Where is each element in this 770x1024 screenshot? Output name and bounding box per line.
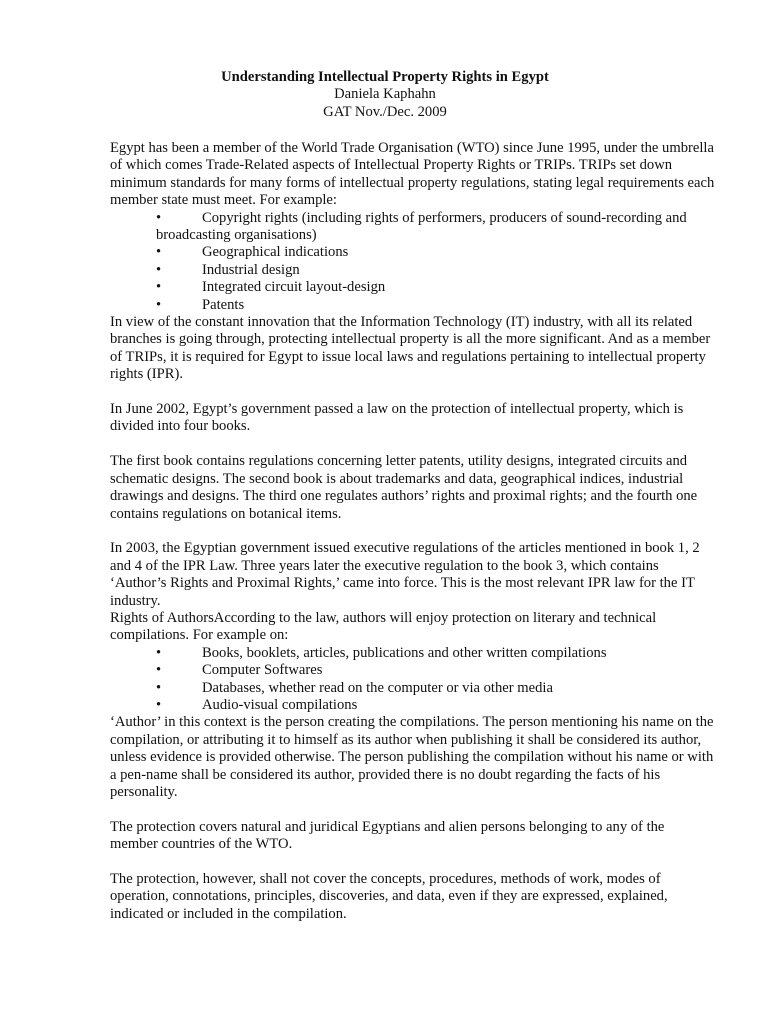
trips-forms-list (110, 210, 715, 314)
document-author: Daniela Kaphahn (334, 86, 436, 103)
document-body (110, 140, 715, 923)
paragraph-protection-exclusions: The protection, however, shall not cover the concepts, procedures, methods of work, modes of operation, connotations, principles, discoveries, and data, even if they are expressed, explained, indicated or included in the compilation. (110, 870, 668, 922)
bullet-icon: • (156, 296, 162, 313)
list-item: • Integrated circuit layout-design (156, 279, 386, 296)
compilations-list (110, 645, 715, 715)
document-header (0, 69, 770, 121)
list-item: • Copyright rights (including rights of performers, producers of sound-recording and broadcasting organisations) (156, 209, 687, 244)
list-item: • Computer Softwares (156, 662, 323, 679)
document-title: Understanding Intellectual Property Rights in Egypt (221, 69, 549, 85)
document-issue: GAT Nov./Dec. 2009 (323, 103, 447, 120)
list-item: • Audio-visual compilations (156, 696, 358, 713)
paragraph-protection-scope: The protection covers natural and juridical Egyptians and alien persons belonging to any of the member countries of the WTO. (110, 818, 665, 853)
paragraph-2003-regulations: In 2003, the Egyptian government issued executive regulations of the articles mentioned in book 1, 2 and 4 of the IPR Law. Three years later the executive regulation to the book 3, which contains ‘Author’s Rights and Proximal Rights,’ came into force. This is the most relevant IPR law for the IT industry. (110, 540, 700, 609)
paragraph-rights-of-authors: Rights of AuthorsAccording to the law, authors will enjoy protection on literary and technical compilations. For example on: (110, 609, 657, 644)
list-item: • Patents (156, 296, 245, 313)
paragraph-four-books: The first book contains regulations concerning letter patents, utility designs, integrated circuits and schematic designs. The second book is about trademarks and data, geographical indices, industrial drawings and designs. The third one regulates authors’ rights and proximal rights; and the fourth one contains regulations on botanical items. (110, 453, 698, 522)
paragraph-author-definition: ‘Author’ in this context is the person creating the compilations. The person mentioning his name on the compilation, or attributing it to himself as its author when publishing it shall be considered its author, unless evidence is provided otherwise. The person publishing the compilation without his name or with a pen-name shall be considered its author, provided there is no doubt regarding the facts of his personality. (110, 714, 714, 800)
bullet-icon: • (156, 279, 162, 296)
list-item: • Industrial design (156, 261, 300, 278)
list-item: • Databases, whether read on the computer or via other media (156, 679, 553, 696)
bullet-icon: • (156, 244, 162, 261)
bullet-icon: • (156, 679, 162, 696)
list-item: • Books, booklets, articles, publications and other written compilations (156, 644, 607, 661)
paragraph-2002-law: In June 2002, Egypt’s government passed a law on the protection of intellectual property, which is divided into four books. (110, 401, 684, 435)
paragraph-wto-membership: Egypt has been a member of the World Trade Organisation (WTO) since June 1995, under the umbrella of which comes Trade-Related aspects of Intellectual Property Rights or TRIPs. TRIPs set down minimum standards for many forms of intellectual property regulations, stating legal requirements each member state must meet. For example: (110, 140, 715, 209)
list-item: • Geographical indications (156, 244, 349, 261)
bullet-icon: • (156, 644, 162, 661)
bullet-icon: • (156, 209, 162, 226)
paragraph-it-innovation: In view of the constant innovation that the Information Technology (IT) industry, with all its related branches is going through, protecting intellectual property is all the more significant. And as a member of TRIPs, it is required for Egypt to issue local laws and regulations pertaining to intellectual property rights (IPR). (110, 314, 711, 383)
bullet-icon: • (156, 261, 162, 278)
bullet-icon: • (156, 696, 162, 713)
bullet-icon: • (156, 662, 162, 679)
